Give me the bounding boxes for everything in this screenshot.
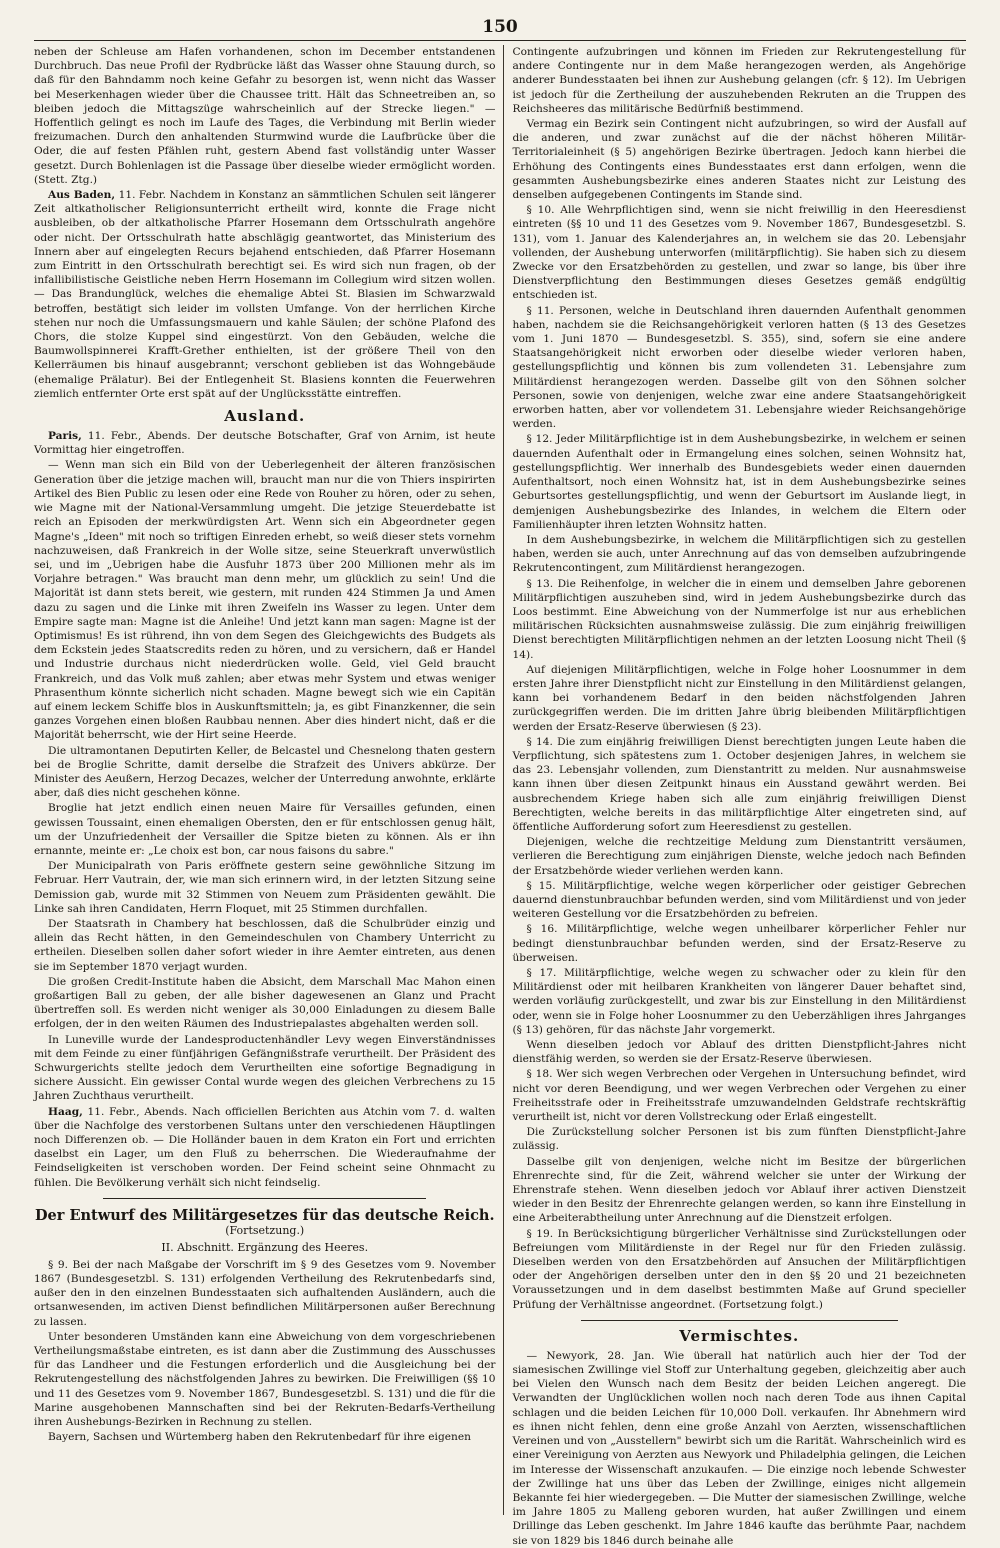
paragraph: § 11. Personen, welche in Deutschland ihren dauernden Aufenthalt genommen haben, nachdem sie die Reichsangehörigkeit verloren hatten (§ 13 des Gesetzes vom 1. Juni 1870 — Bundesgesetzbl. S. 355), sind, sofern sie eine andere Staatsangehörigkeit nicht erworben oder dieselbe wieder verloren haben, gestellungspflichtig und können bis zum vollendeten 31. Lebensjahre zum Militärdienst herangezogen werden. Dasselbe gilt von den Söhnen solcher Personen, sowie von denjenigen, welche zwar eine andere Staatsangehörigkeit erworben hatten, aber vor vollendetem 31. Lebensjahre wieder Reichsangehörige werden. bbox=[512, 304, 966, 431]
paragraph: Vermag ein Bezirk sein Contingent nicht aufzubringen, so wird der Ausfall auf die anderen, und zwar zunächst auf die der nächst höheren Militär-Territorialeinheit (§ 5) angehörigen Bezirke übertragen. Jedoch kann hierbei die Erhöhung des Contingents eines Bundesstaates erst dann erfolgen, wenn die gesammten Aushebungsbezirke eines anderen Staates nicht zur Leistung des denselben aufgegebenen Contingents im Stande sind. bbox=[512, 118, 966, 202]
paragraph: Contingente aufzubringen und können im Frieden zur Rekrutengestellung für andere Contingente nur in dem Maße herangezogen werden, als Angehörige anderer Bundesstaaten bei ihnen zur Aushebung gelangen (cfr. § 12). Im Uebrigen ist jedoch für die Zertheilung der auszuhebenden Rekruten an die Truppen des Reichsheeres das militärische Bedürfniß bestimmend. bbox=[512, 46, 966, 115]
paragraph: § 14. Die zum einjährig freiwilligen Dienst berechtigten jungen Leute haben die Verpflichtung, sich spätestens zum 1. October desjenigen Jahres, in welchem sie das 23. Lebensjahr vollenden, zum Dienstantritt zu melden. Nur ausnahmsweise kann ihnen über diesen Zeitpunkt hinaus ein Ausstand gewährt werden. Bei ausbrechendem Kriege haben sich alle zum einjährig freiwilligen Dienst Berechtigten, welche bereits in das militärpflichtige Alter eingetreten sind, auf öffentliche Aufforderung sofort zum Heeresdienst zu gestellen. bbox=[512, 735, 966, 833]
paragraph: Bayern, Sachsen und Würtemberg haben den Rekrutenbedarf für ihre eigenen bbox=[48, 1431, 471, 1444]
article-divider bbox=[103, 1198, 426, 1199]
page-number: 150 bbox=[482, 17, 518, 37]
columns bbox=[34, 45, 966, 1547]
paragraph-text: 11. Febr., Abends. Der deutsche Botschafter, Graf von Arnim, ist heute Vormittag hier eingetroffen. bbox=[34, 430, 496, 457]
dateline: Haag, bbox=[48, 1105, 83, 1118]
paragraph: Die Zurückstellung solcher Personen ist bis zum fünften Dienstpflicht-Jahre zulässig. bbox=[512, 1126, 966, 1153]
left-column bbox=[34, 45, 504, 1515]
section-divider bbox=[581, 1320, 898, 1321]
paragraph: Der Municipalrath von Paris eröffnete gestern seine gewöhnliche Sitzung im Februar. Herr Vautrain, der, wie man sich erinnern wird, in der letzten Sitzung seine Demission gab, wurde mit 32 Stimmen von Neuem zum Präsidenten gewählt. Die Linke sah ihren Candidaten, Herrn Floquet, mit 25 Stimmen durchfallen. bbox=[34, 860, 496, 915]
paragraph: Die großen Credit-Institute haben die Absicht, dem Marschall Mac Mahon einen großartigen Ball zu geben, der alle bisher dagewesenen an Glanz und Pracht übertreffen soll. Es werden nicht weniger als 30,000 Einladungen zu diesem Balle erfolgen, der in den weiten Räumen des Industriepalastes abgehalten werden soll. bbox=[34, 975, 496, 1031]
article-title: Der Entwurf des Militärgesetzes für das deutsche Reich. bbox=[34, 1206, 495, 1224]
article-section: II. Abschnitt. Ergänzung des Heeres. bbox=[161, 1240, 369, 1254]
paragraph: § 12. Jeder Militärpflichtige ist in dem Aushebungsbezirke, in welchem er seinen dauernden Aufenthalt oder in Ermangelung eines solchen, seinen Wohnsitz hat, gestellungspflichtig. Wer innerhalb des Bundesgebiets weder einen dauernden Aufenthaltsort, noch einen Wohnsitz hat, ist in dem Aushebungsbezirke seines Geburtsortes gestellungspflichtig, und wenn der Geburtsort im Auslande liegt, in demjenigen Aushebungsbezirke des Inlandes, in welchem die Eltern oder Familienhäupter ihren letzten Wohnsitz hatten. bbox=[512, 433, 966, 531]
paragraph: § 9. Bei der nach Maßgabe der Vorschrift im § 9 des Gesetzes vom 9. November 1867 (Bundesgesetzbl. S. 131) erfolgenden Vertheilung des Rekrutenbedarfs sind, außer den in den einzelnen Bundesstaaten sich aufhaltenden Ausländern, auch die ortsanwesenden, im activen Dienst befindlichen Militärpersonen außer Berechnung zu lassen. bbox=[34, 1258, 496, 1328]
paragraph: Der Staatsrath in Chambery hat beschlossen, daß die Schulbrüder einzig und allein das Recht hätten, in den Gemeindeschulen von Chambery Unterricht zu ertheilen. Dieselben sollen daher sofort wieder in ihre Aemter eintreten, aus denen sie im September 1870 verjagt wurden. bbox=[34, 917, 496, 973]
paragraph: Unter besonderen Umständen kann eine Abweichung von dem vorgeschriebenen Vertheilungsmaßstabe eintreten, es ist dann aber die Zustimmung des Ausschusses für das Landheer und die Festungen erforderlich und die Ausgleichung bei der Rekrutengestellung des nächstfolgenden Jahres zu bewirken. Die Freiwilligen (§§ 10 und 11 des Gesetzes vom 9. November 1867, Bundesgesetzbl. S. 131) und die für die Marine ausgehobenen Mannschaften sind bei der Rekruten-Bedarfs-Vertheilung ihren Aushebungs-Bezirken in Rechnung zu stellen. bbox=[34, 1330, 496, 1429]
paragraph: § 10. Alle Wehrpflichtigen sind, wenn sie nicht freiwillig in den Heeresdienst eintreten (§§ 10 und 11 des Gesetzes vom 9. November 1867, Bundesgesetzbl. S. 131), vom 1. Januar des Kalenderjahres an, in welchem sie das 20. Lebensjahr vollenden, der Aushebung unterworfen (militärpflichtig). Sie haben sich zu diesem Zwecke vor den Ersatzbehörden zu gestellen, und zwar so lange, bis über ihre Dienstverpflichtung den Bestimmungen dieses Gesetzes gemäß endgültig entschieden ist. bbox=[512, 204, 966, 302]
paragraph bbox=[34, 188, 495, 401]
paragraph: — Wenn man sich ein Bild von der Ueberlegenheit der älteren französischen Generation über die jetzige machen will, braucht man nur die von Thiers inspirirten Artikel des Bien Public zu lesen oder eine Rede von Rouher zu hören, oder zu sehen, wie Magne mit der National-Versammlung umgeht. Die jetzige Steuerdebatte ist reich an Episoden der merkwürdigsten Art. Wenn sich ein Abgeordneter gegen Magne's „Ideen" mit noch so triftigen Einreden erhebt, so weiß dieser stets vornehm nachzuweisen, daß Frankreich in der Wolle sitze, seine Steuerkraft unverwüstlich sei, und im „Uebrigen habe die Ausfuhr 1873 über 200 Millionen mehr als im Vorjahre betragen." Was braucht man denn mehr, um glücklich zu sein! Und die Majorität ist dann stets bereit, wie gestern, mit runden 424 Stimmen Ja und Amen dazu zu sagen und die Linke mit ihren Zweifeln ins Wasser zu legen. Unter dem Empire sagte man: Magne ist die Anleihe! Und jetzt kann man sagen: Magne ist der Optimismus! Es ist rührend, ihn von dem Segen des Gleichgewichts des Budgets als dem Eckstein jedes Staatscredits reden zu hören, und zu versichern, daß er Handel und Industrie durchaus nicht niederdrücken wolle. Geld, viel Geld braucht Frankreich, und das Volk muß zahlen; aber etwas mehr System und etwas weniger Phrasenthum könnte sicherlich nicht schaden. Magne bewegt sich wie ein Capitän auf einem leckem Schiffe blos in Auskunftsmitteln; ja, es gibt Finanzkenner, die sein ganzes Vorgehen einen bloßen Raubbau nennen. Aber dies hindert nicht, daß er die Majorität beherrscht, wie der Hirt seine Heerde. bbox=[34, 459, 496, 742]
header-rule bbox=[34, 40, 966, 41]
paragraph: § 16. Militärpflichtige, welche wegen unheilbarer körperlicher Fehler nur bedingt dienstunbrauchbar befunden werden, sind der Ersatz-Reserve zu überweisen. bbox=[512, 923, 966, 964]
paragraph: § 18. Wer sich wegen Verbrechen oder Vergehen in Untersuchung befindet, wird nicht vor deren Beendigung, und wer wegen Verbrechen oder Vergehen zu einer Freiheitsstrafe oder in Freiheitsstrafe umzuwandelnden Geldstrafe rechtskräftig verurtheilt ist, nicht vor deren Vollstreckung oder Erlaß eingestellt. bbox=[512, 1068, 966, 1124]
paragraph bbox=[34, 429, 495, 457]
paragraph: § 13. Die Reihenfolge, in welcher die in einem und demselben Jahre geborenen Militärpflichtigen auszuheben sind, wird in jedem Aushebungsbezirke durch das Loos bestimmt. Eine Abweichung von der Nummerfolge ist nur aus erheblichen militärischen Rücksichten ausnahmsweise zulässig. Die zum einjährig freiwilligen Dienst berechtigten Militärpflichtigen nehmen an der letzten Loosung nicht Theil (§ 14). bbox=[512, 577, 966, 661]
paragraph: § 17. Militärpflichtige, welche wegen zu schwacher oder zu klein für den Militärdienst oder mit heilbaren Krankheiten von längerer Dauer behaftet sind, werden vorläufig zurückgestellt, und zwar bis zur Einstellung in den Militärdienst oder, wenn sie in Folge hoher Loosnummer zu den Ueberzähligen ihres Jahrganges (§ 13) gehören, für das nächste Jahr vorgemerkt. bbox=[512, 967, 966, 1036]
paragraph-text: 11. Febr. Nachdem in Konstanz an sämmtlichen Schulen seit längerer Zeit altkatholischer Religionsunterricht ertheilt wird, konnte die Frage nicht ausbleiben, ob der altkatholische Pfarrer Hosemann dem Ortsschulrath angehöre oder nicht. Der Ortsschulrath hatte abschlägig geantwortet, das Ministerium des Innern aber auf eingelegten Recurs bejahend entschieden, daß Pfarrer Hosemann zum Eintritt in den Ortsschulrath berechtigt sei. Es wird sich nun fragen, ob der infallibilistische Geistliche neben Herrn Hosemann im Collegium wird sitzen wollen. — Das Brandunglück, welches die ehemalige Abtei St. Blasien im Schwarzwald betroffen, bestätigt sich leider im vollsten Umfange. Von der herrlichen Kirche stehen nur noch die Umfassungsmauern und kahle Säulen; der schöne Plafond des Chors, die stolze Kuppel sind eingestürzt. Von den Gebäuden, welche die Baumwollspinnerei Krafft-Grether enthielten, ist der größere Theil von den Kellerräumen bis hinauf ausgebrannt; verschont geblieben ist das Wohngebäude (ehemalige Prälatur). Bei der Entlegenheit St. Blasiens konnten die Feuerwehren ziemlich entfernter Orte erst spät auf der Unglücksstätte eintreffen. bbox=[34, 189, 496, 400]
paragraph: Diejenigen, welche die rechtzeitige Meldung zum Dienstantritt versäumen, verlieren die Berechtigung zum einjährigen Dienste, welche jedoch nach Befinden der Ersatzbehörde wieder verliehen werden kann. bbox=[512, 836, 966, 877]
dateline: Aus Baden, bbox=[48, 189, 116, 202]
right-column bbox=[504, 45, 966, 1547]
section-heading-vermischtes: Vermischtes. bbox=[679, 1326, 800, 1345]
paragraph: § 19. In Berücksichtigung bürgerlicher Verhältnisse sind Zurückstellungen oder Befreiungen vom Militärdienste in der Regel nur für den Frieden zulässig. Dieselben werden von den Ersatzbehörden auf Ansuchen der Militärpflichtigen oder der Angehörigen derselben unter den in den §§ 20 und 21 bezeichneten Voraussetzungen und in dem daselbst bestimmten Maße auf Grund specieller Prüfung der Verhältnisse angeordnet. (Fortsetzung folgt.) bbox=[512, 1227, 966, 1311]
paragraph bbox=[34, 1105, 495, 1190]
paragraph: Dasselbe gilt von denjenigen, welche nicht im Besitze der bürgerlichen Ehrenrechte sind, für die Zeit, während welcher sie unter der Wirkung der Ehrenstrafe stehen. Wenn dieselben jedoch vor Ablauf ihrer activen Dienstzeit wieder in den Besitz der Ehrenrechte gelangen werden, so kann ihre Einstellung in eine Arbeiterabtheilung unter Anrechnung auf die Dienstzeit erfolgen. bbox=[512, 1155, 966, 1225]
paragraph: Die ultramontanen Deputirten Keller, de Belcastel und Chesnelong thaten gestern bei de Broglie Schritte, damit derselbe die Strafzeit des Univers abkürze. Der Minister des Aeußern, Herzog Decazes, welcher der Unterredung anwohnte, erklärte aber, daß dies nicht geschehen könne. bbox=[34, 744, 496, 800]
paragraph-text: 11. Febr., Abends. Nach officiellen Berichten aus Atchin vom 7. d. walten über die Nachfolge des verstorbenen Sultans unter den verschiedenen Häuptlingen noch Differenzen ob. — Die Holländer bauen in dem Kraton ein Fort und errichten daselbst ein Lager, um den Fluß zu beherrschen. Die Wiederaufnahme der Feindseligkeiten ist verschoben worden. Der Feind scheint seine Ohnmacht zu fühlen. Die Bevölkerung verhält sich nicht feindselig. bbox=[34, 1105, 496, 1189]
paragraph: Wenn dieselben jedoch vor Ablauf des dritten Dienstpflicht-Jahres nicht dienstfähig werden, so werden sie der Ersatz-Reserve überwiesen. bbox=[512, 1039, 966, 1066]
article-subtitle: (Fortsetzung.) bbox=[225, 1223, 305, 1237]
paragraph: In Luneville wurde der Landesproductenhändler Levy wegen Einverständnisses mit dem Feinde zu einer fünfjährigen Gefängnißstrafe verurtheilt. Der Präsident des Schwurgerichts stellte jedoch dem Verurtheilten eine sofortige Begnadigung in sichere Aussicht. Ein gewisser Contal wurde wegen des gleichen Verbrechens zu 15 Jahren Zuchthaus verurtheilt. bbox=[34, 1033, 496, 1103]
paragraph: Auf diejenigen Militärpflichtigen, welche in Folge hoher Loosnummer in dem ersten Jahre ihrer Dienstpflicht nicht zur Einstellung in den Militärdienst gelangen, kann bei vorhandenem Bedarf in den beiden nächstfolgenden Jahren zurückgegriffen werden. Die im dritten Jahre übrig bleibenden Militärpflichtigen werden der Ersatz-Reserve überwiesen (§ 23). bbox=[512, 663, 966, 733]
paragraph: In dem Aushebungsbezirke, in welchem die Militärpflichtigen sich zu gestellen haben, werden sie auch, unter Anrechnung auf das von demselben aufzubringende Rekrutencontingent, zum Militärdienst herangezogen. bbox=[512, 533, 966, 575]
paragraph: neben der Schleuse am Hafen vorhandenen, schon im December entstandenen Durchbruch. Das neue Profil der Rydbrücke läßt das Wasser ohne Stauung durch, so daß für den Bahndamm noch keine Gefahr zu besorgen ist, wenn nicht das Wasser bei Meserkenhagen wieder über die Chaussee tritt. Hält das Schneetreiben an, so bleiben jedoch die Mittagszüge wahrscheinlich auf der Strecke liegen." — Hoffentlich gelingt es noch im Laufe des Tages, die Verbindung mit Berlin wieder freizumachen. Durch den anhaltenden Sturmwind wurde die Laufbrücke über die Oder, die auf festen Pfählen ruht, gestern Abend fast vollständig unter Wasser gesetzt. Durch Bohlenlagen ist die Passage über dieselbe wieder ermöglicht worden. (Stett. Ztg.) bbox=[34, 46, 496, 186]
paragraph: Broglie hat jetzt endlich einen neuen Maire für Versailles gefunden, einen gewissen Toussaint, einen ehemaligen Obersten, den er für entschlossen genug hält, um der Unzufriedenheit der Versailler die Spitze bieten zu können. Als er ihn ernannte, meinte er: „Le choix est bon, car nous faisons du sabre." bbox=[34, 802, 496, 857]
dateline: Paris, bbox=[48, 430, 82, 443]
paragraph: § 15. Militärpflichtige, welche wegen körperlicher oder geistiger Gebrechen dauernd dienstunbrauchbar befunden werden, sind vom Militärdienst und von jeder weiteren Gestellung vor die Ersatzbehörden zu befreien. bbox=[512, 879, 966, 921]
section-heading-ausland: Ausland. bbox=[224, 407, 306, 426]
paragraph: — Newyork, 28. Jan. Wie überall hat natürlich auch hier der Tod der siamesischen Zwillinge viel Stoff zur Unterhaltung gegeben, gleichzeitig aber auch bei Vielen den Wunsch nach dem Besitz der beiden Leichen angeregt. Die Verwandten der Unglücklichen wollen noch nach deren Tode aus ihnen Capital schlagen und die beiden Leichen für 10,000 Doll. verkaufen. Ihr Abnehmern wird es ihnen nicht fehlen, denn eine große Anzahl von Aerzten, wissenschaftlichen Vereinen und von „Ausstellern" bewirbt sich um die Rarität. Wahrscheinlich wird es einer Vereinigung von Aerzten aus Newyork und Philadelphia gelingen, die Leichen im Interesse der Wissenschaft anzukaufen. — Die einzige noch lebende Schwester der Zwillinge hat uns über das Leben der Zwillinge, einiges nicht allgemein Bekannte fei hier wiedergegeben. — Die Mutter der siamesischen Zwillinge, welche im Jahre 1805 zu Malleng geboren wurden, hat außer Zwillingen und einem Drillinge das Leben geschenkt. Im Jahre 1846 kaufte das berühmte Paar, nachdem sie von 1829 bis 1846 durch beinahe alle bbox=[512, 1349, 966, 1547]
